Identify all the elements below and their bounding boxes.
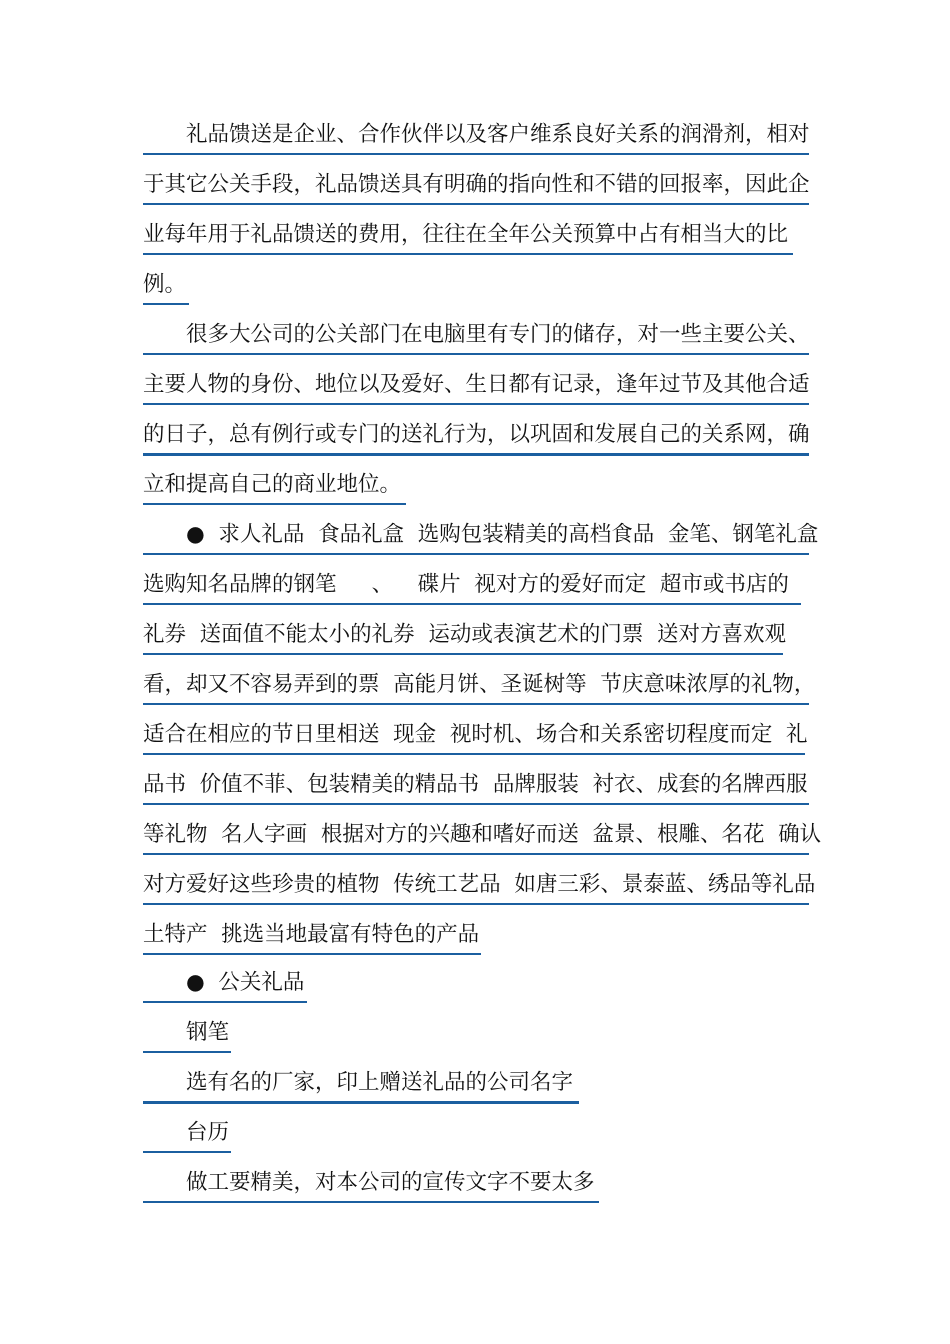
text-line: 立和提高自己的商业地位。 bbox=[143, 467, 406, 505]
text-line: 礼品馈送是企业、合作伙伴以及客户维系良好关系的润滑剂，相对 bbox=[143, 117, 809, 155]
text-line: 业每年用于礼品馈送的费用，往往在全年公关预算中占有相当大的比 bbox=[143, 217, 793, 255]
text-line: 适合在相应的节日里相送 现金 视时机、场合和关系密切程度而定 礼 bbox=[143, 717, 805, 755]
text-line: 例。 bbox=[143, 267, 189, 305]
text-line: 于其它公关手段，礼品馈送具有明确的指向性和不错的回报率，因此企 bbox=[143, 167, 809, 205]
text-line: 等礼物 名人字画 根据对方的兴趣和嗜好而送 盆景、根雕、名花 确认 bbox=[143, 817, 809, 855]
text-line: 选购知名品牌的钢笔 、 碟片 视对方的爱好而定 超市或书店的 bbox=[143, 567, 801, 605]
text-line: 钢笔 bbox=[143, 1015, 231, 1053]
text-line: 看，却又不容易弄到的票 高能月饼、圣诞树等 节庆意味浓厚的礼物， bbox=[143, 667, 809, 705]
text-line: 做工要精美，对本公司的宣传文字不要太多 bbox=[143, 1165, 599, 1203]
text-line: 选有名的厂家，印上赠送礼品的公司名字 bbox=[143, 1065, 579, 1104]
text-line: 礼券 送面值不能太小的礼券 运动或表演艺术的门票 送对方喜欢观 bbox=[143, 617, 783, 655]
bullet-line: ● 求人礼品 食品礼盒 选购包装精美的高档食品 金笔、钢笔礼盒 bbox=[143, 517, 809, 555]
text-line: 的日子，总有例行或专门的送礼行为，以巩固和发展自己的关系网，确 bbox=[143, 417, 809, 456]
text-line: 土特产 挑选当地最富有特色的产品 bbox=[143, 917, 481, 955]
text-line: 对方爱好这些珍贵的植物 传统工艺品 如唐三彩、景泰蓝、绣品等礼品 bbox=[143, 867, 809, 905]
text-line: 主要人物的身份、地位以及爱好、生日都有记录，逢年过节及其他合适 bbox=[143, 367, 809, 405]
text-line: 品书 价值不菲、包装精美的精品书 品牌服装 衬衣、成套的名牌西服 bbox=[143, 767, 809, 805]
bullet-line: ● 公关礼品 bbox=[143, 965, 307, 1003]
text-line: 台历 bbox=[143, 1115, 231, 1153]
text-line: 很多大公司的公关部门在电脑里有专门的储存，对一些主要公关、 bbox=[143, 317, 809, 355]
